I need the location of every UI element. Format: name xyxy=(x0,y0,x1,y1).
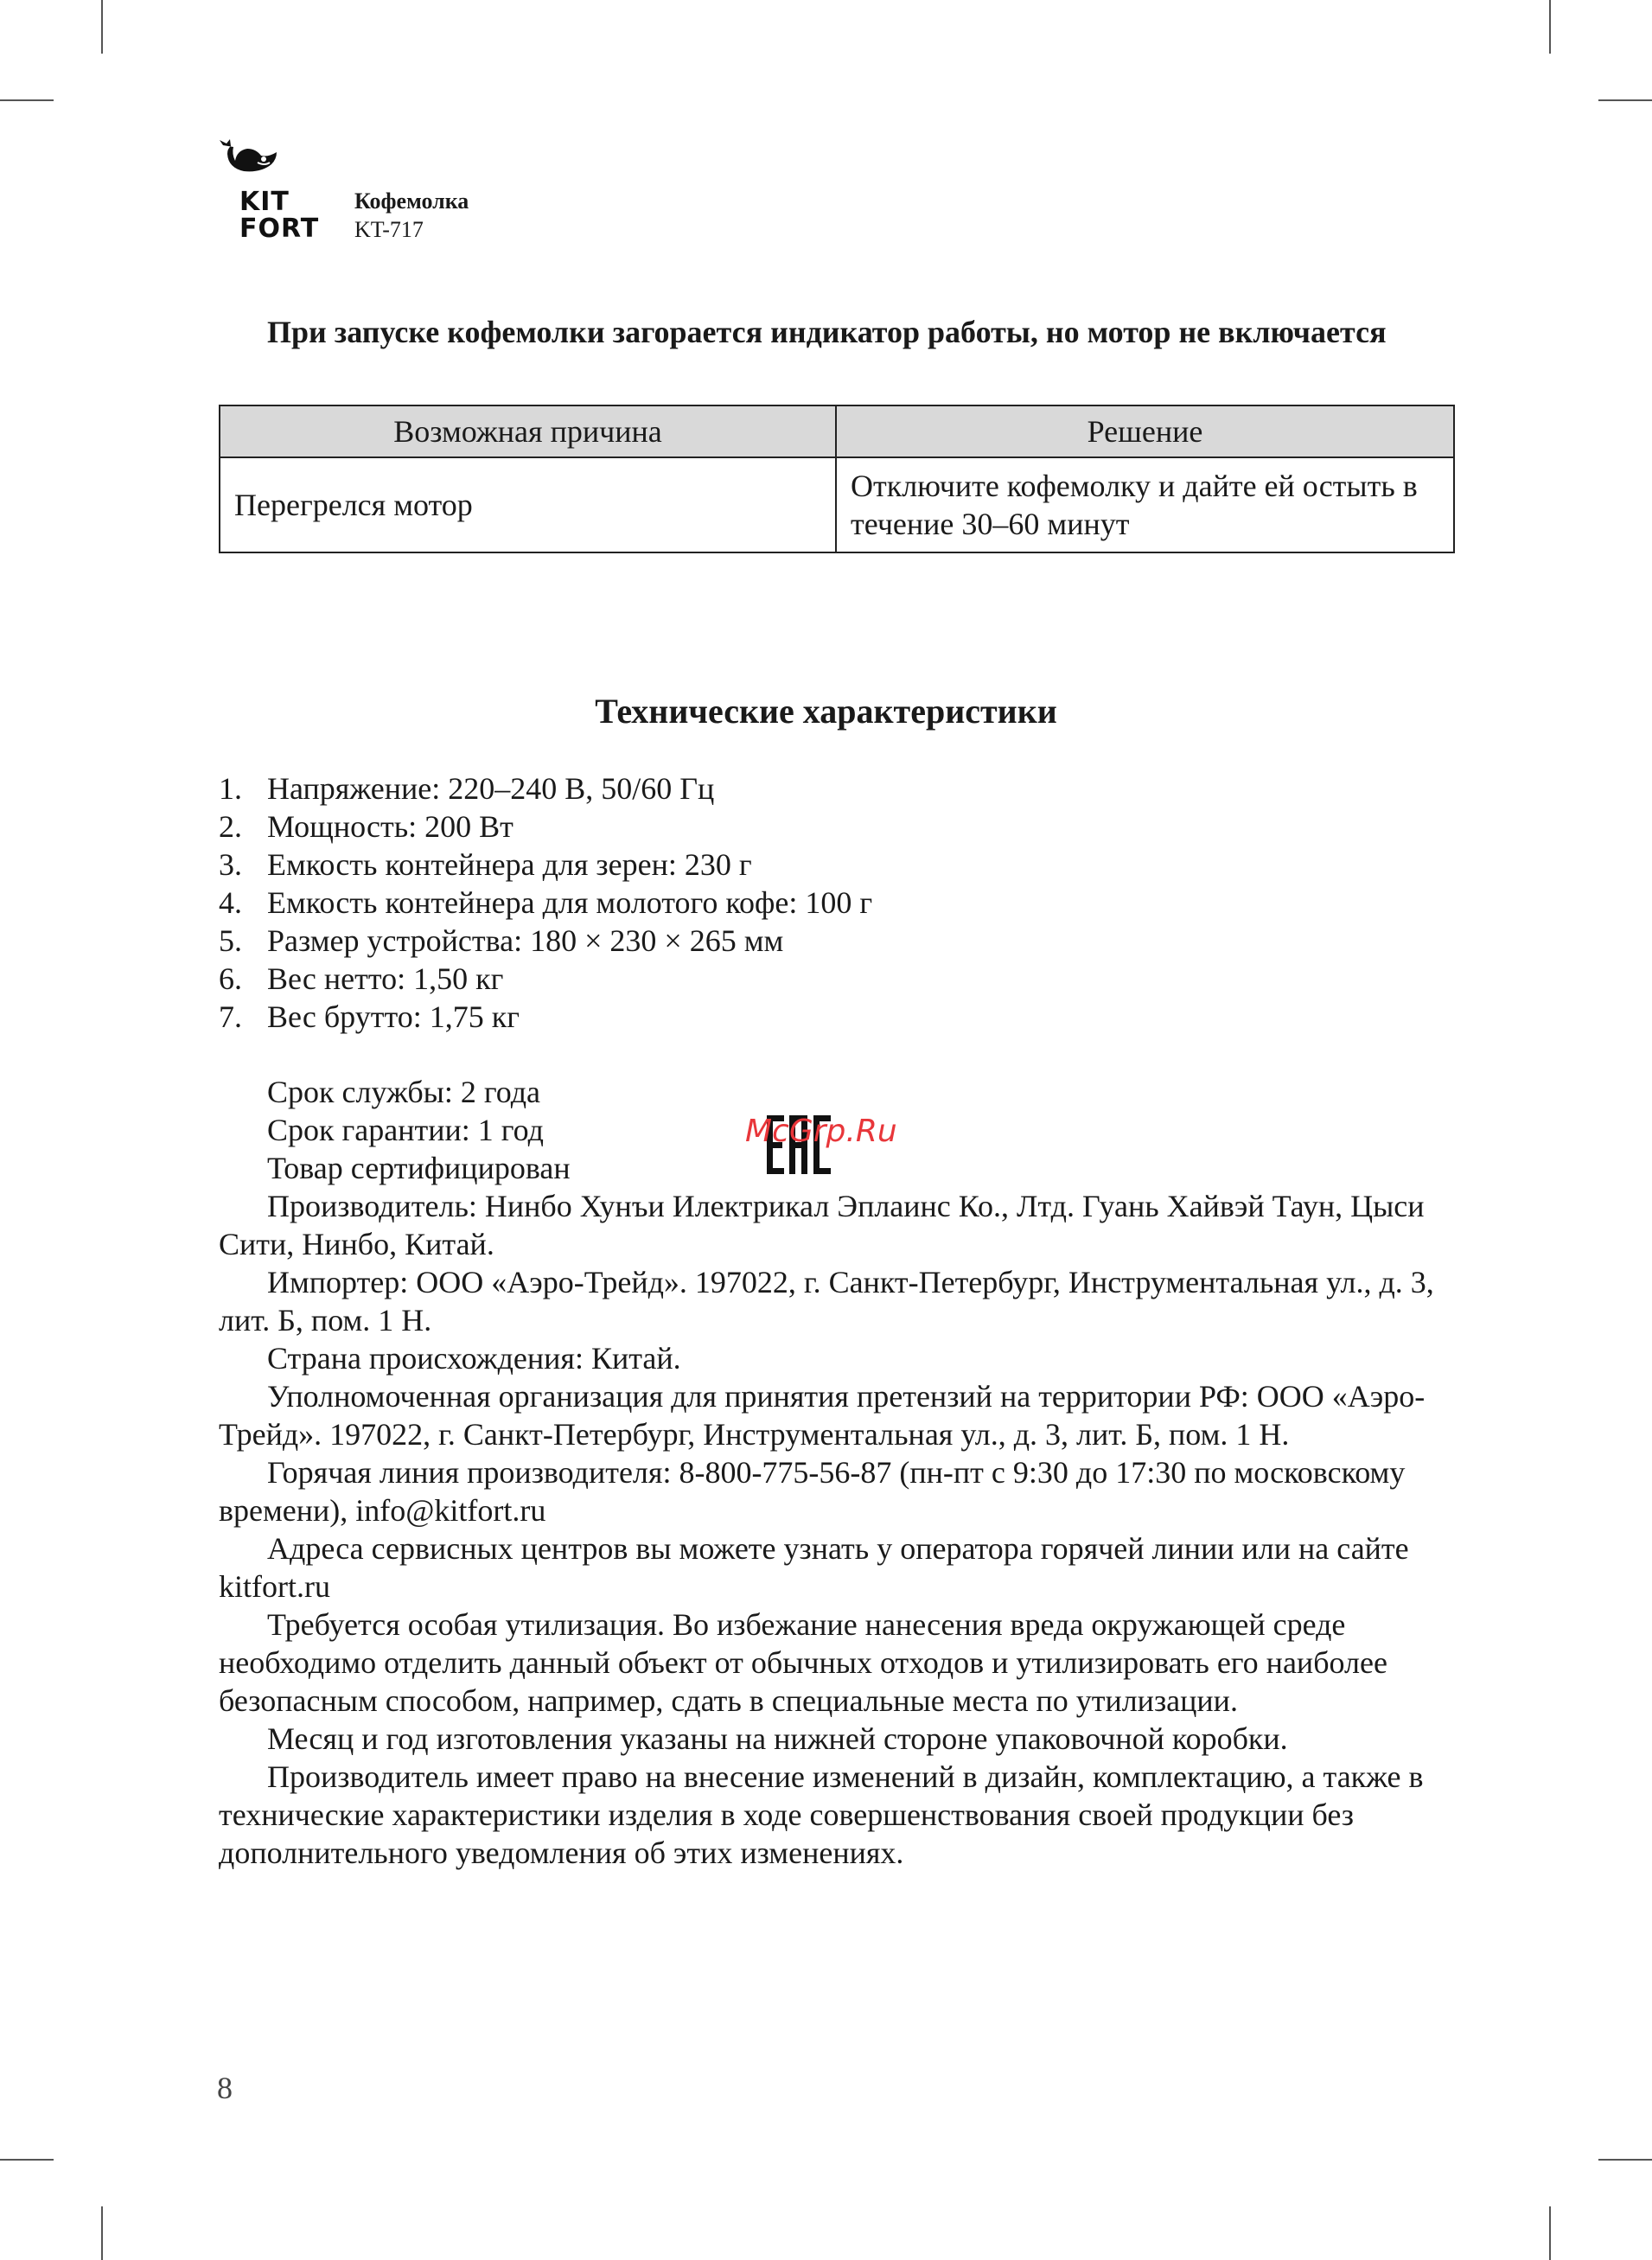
product-model: KT-717 xyxy=(354,217,424,242)
list-item: 2. Мощность: 200 Вт xyxy=(219,809,513,844)
column-header-solution: Решение xyxy=(836,405,1454,457)
watermark: McGrp.Ru xyxy=(745,1114,897,1149)
crop-mark xyxy=(1549,0,1551,54)
list-item: 1. Напряжение: 220–240 В, 50/60 Гц xyxy=(219,771,715,806)
kitfort-logo-text: KIT FORT xyxy=(239,187,320,244)
column-header-cause: Возможная причина xyxy=(220,405,836,457)
crop-mark xyxy=(1598,2159,1652,2161)
list-item: 4. Емкость контейнера для молотого кофе: 100 г xyxy=(219,885,873,920)
certified: Товар сертифицирован xyxy=(267,1151,571,1185)
crop-mark xyxy=(1549,2206,1551,2260)
list-item: 5. Размер устройства: 180 × 230 × 265 мм xyxy=(219,923,784,958)
service-life: Срок службы: 2 года xyxy=(267,1075,541,1109)
crop-mark xyxy=(101,0,103,54)
service-centers: Адреса сервисных центров вы можете узнать у оператора горячей линии или на сайте kitfort.ru xyxy=(219,1531,1409,1604)
importer: Импортер: ООО «Аэро-Трейд». 197022, г. Санкт-Петербург, Инструментальная ул., д. 3, лит. Б, пом. 1 Н. xyxy=(219,1265,1434,1337)
list-item: 3. Емкость контейнера для зерен: 230 г xyxy=(219,847,752,882)
kitfort-whale-logo-icon xyxy=(216,138,285,190)
warranty: Срок гарантии: 1 год xyxy=(267,1113,544,1147)
claims-organization: Уполномоченная организация для принятия претензий на территории РФ: ООО «Аэро-Трейд». 197022, г. Санкт-Петербург, Инструментальная ул., д. 3, лит. Б, пом. 1 Н. xyxy=(219,1379,1426,1452)
problem-title: При запуске кофемолки загорается индикатор работы, но мотор не включается xyxy=(267,315,1387,349)
product-info-text xyxy=(219,1073,1455,1872)
crop-mark xyxy=(1598,99,1652,101)
country-of-origin: Страна происхождения: Китай. xyxy=(267,1341,681,1376)
crop-mark xyxy=(0,2159,54,2161)
product-name: Кофемолка xyxy=(354,188,469,214)
production-date-note: Месяц и год изготовления указаны на нижней стороне упаковочной коробки. xyxy=(267,1721,1288,1756)
list-item: 7. Вес брутто: 1,75 кг xyxy=(219,999,520,1034)
crop-mark xyxy=(101,2206,103,2260)
changes-notice: Производитель имеет право на внесение изменений в дизайн, комплектацию, а также в технические характеристики изделия в ходе совершенствования своей продукции без дополнительного уведомления об этих изменениях. xyxy=(219,1759,1424,1870)
troubleshooting-table xyxy=(219,405,1455,553)
crop-mark xyxy=(0,99,54,101)
table-row xyxy=(220,457,1454,552)
product-info xyxy=(354,187,469,244)
disposal-notice: Требуется особая утилизация. Во избежание нанесения вреда окружающей среде необходимо отделить данный объект от обычных отходов и утилизировать его наиболее безопасным способом, например, сдать в специальные места по утилизации. xyxy=(219,1607,1387,1718)
page-number: 8 xyxy=(217,2071,233,2105)
specs-list xyxy=(219,769,872,1036)
cause-cell: Перегрелся мотор xyxy=(220,457,836,552)
solution-cell: Отключите кофемолку и дайте ей остыть в течение 30–60 минут xyxy=(836,457,1454,552)
manufacturer: Производитель: Нинбо Хунъи Илектрикал Эплаинс Ко., Лтд. Гуань Хайвэй Таун, Цыси Сити, Нинбо, Китай. xyxy=(219,1189,1425,1261)
hotline: Горячая линия производителя: 8-800-775-56-87 (пн-пт с 9:30 до 17:30 по московскому времени), info@kitfort.ru xyxy=(219,1455,1406,1528)
table-header-row xyxy=(220,405,1454,457)
list-item: 6. Вес нетто: 1,50 кг xyxy=(219,961,504,996)
specs-title: Технические характеристики xyxy=(595,692,1057,731)
